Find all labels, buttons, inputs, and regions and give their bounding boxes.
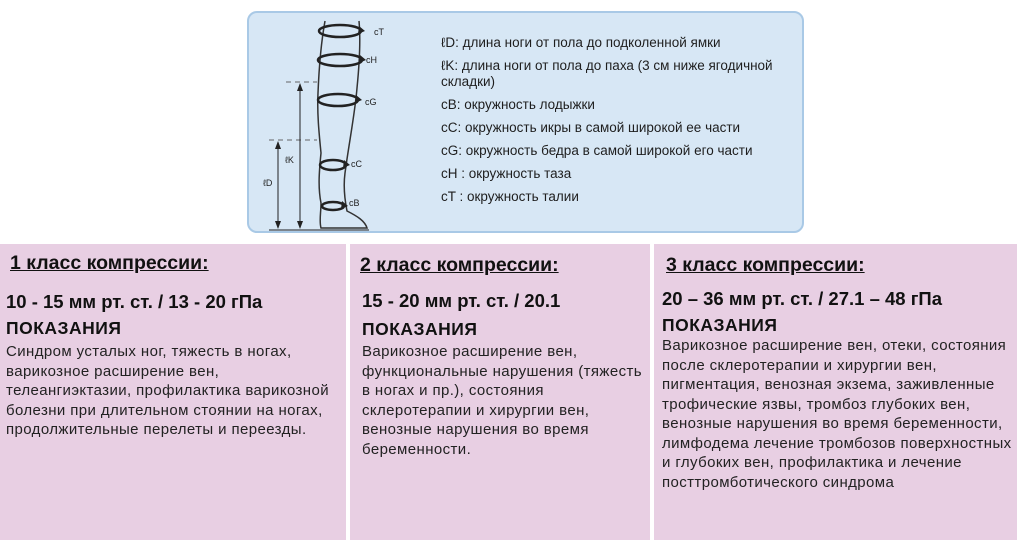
legend-cg: cG: окружность бедра в самой широкой его части [441,143,753,158]
label-cb: cB [349,198,360,208]
legend-ch: cH : окружность таза [441,166,572,181]
compression-class-2-panel [350,244,650,540]
legend-cb: cB: окружность лодыжки [441,97,595,112]
indications-heading: ПОКАЗАНИЯ [6,318,122,338]
class-title: 1 класс компрессии: [10,252,209,274]
label-cc: cC [351,159,362,169]
leg-outline [318,21,367,228]
label-cg: cG [365,97,377,107]
compression-class-3-panel [654,244,1017,540]
label-ct: cT [374,27,384,37]
indications-text: Варикозное расширение вен, функциональные нарушения (тяжесть в ногах и пр.), состояния склеротерапии и хирургии вен, венозные нарушения во время беременности. [362,343,642,458]
class-title: 2 класс компрессии: [360,254,559,276]
measurement-legend [441,35,791,212]
legend-cc: cC: окружность икры в самой широкой ее части [441,120,741,135]
legend-lk: ℓK: длина ноги от пола до паха (3 см ниже ягодичной складки) [441,58,773,89]
class-title: 3 класс компрессии: [666,254,865,276]
pressure-range: 10 - 15 мм рт. ст. / 13 - 20 гПа [6,291,263,312]
pressure-range: 20 – 36 мм рт. ст. / 27.1 – 48 гПа [662,288,943,309]
legend-ld: ℓD: длина ноги от пола до подколенной ямки [441,35,721,50]
indications-heading: ПОКАЗАНИЯ [662,315,778,335]
leg-measurement-illustration [249,13,441,231]
indications-text: Синдром усталых ног, тяжесть в ногах, варикозное расширение вен, телеангиэктазии, профилактика варикозной болезни при длительном стоянии на ногах, продолжительные перелеты и переезды. [6,343,330,438]
indications-text: Варикозное расширение вен, отеки, состояния после склеротерапии и хирургии вен, пигментация, венозная экзема, заживленные трофические язвы, тромбоз глубоких вен, венозные нарушения во время беременности, лимфодема лечение тромбозов поверхностных и глубоких вен, профилактика и лечение посттромботического синдрома [662,337,1012,491]
label-ld: ℓD [263,178,273,188]
legend-ct: cT : окружность талии [441,189,579,204]
compression-class-1-panel [0,244,346,540]
measurement-diagram [247,11,804,233]
circumference-rings [318,25,362,210]
label-lk: ℓK [285,155,294,165]
pressure-range: 15 - 20 мм рт. ст. / 20.1 [362,290,561,311]
label-ch: cH [366,55,377,65]
indications-heading: ПОКАЗАНИЯ [362,319,478,339]
